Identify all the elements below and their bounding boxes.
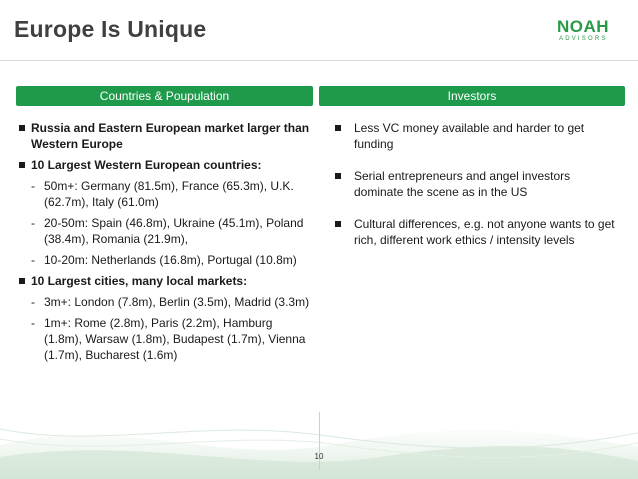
noah-advisors-logo <box>557 18 623 46</box>
left-bullet-3-text: 10 Largest cities, many local markets: <box>31 274 248 288</box>
page-number: 10 <box>314 452 324 461</box>
square-bullet-icon <box>335 125 341 131</box>
square-bullet-icon <box>335 173 341 179</box>
countries-population-header: Countries & Poupulation <box>16 86 313 106</box>
left-bullet-1-text: Russia and Eastern European market larger than Western Europe <box>31 121 310 151</box>
left-subitem-2-text: 20-50m: Spain (46.8m), Ukraine (45.1m), Poland (38.4m), Romania (21.9m), <box>44 216 304 246</box>
countries-population-column <box>18 120 310 368</box>
left-subitem-1 <box>18 178 310 210</box>
dash-bullet-icon: - <box>31 216 35 230</box>
right-bullet-3-text: Cultural differences, e.g. not anyone wants to get rich, different work ethics / intensity levels <box>354 217 615 247</box>
dash-bullet-icon: - <box>31 295 35 309</box>
slide-title: Europe Is Unique <box>14 16 207 42</box>
left-subitem-4 <box>18 294 310 310</box>
left-bullet-2-text: 10 Largest Western European countries: <box>31 158 262 172</box>
logo-subtitle: ADVISORS <box>559 36 608 42</box>
left-bullet-2 <box>18 157 310 173</box>
square-bullet-icon <box>19 278 25 284</box>
left-subitem-3-text: 10-20m: Netherlands (16.8m), Portugal (10.8m) <box>44 253 297 267</box>
left-subitem-4-text: 3m+: London (7.8m), Berlin (3.5m), Madrid (3.3m) <box>44 295 310 309</box>
left-subitem-1-text: 50m+: Germany (81.5m), France (65.3m), U.K. (62.7m), Italy (61.0m) <box>44 179 294 209</box>
right-bullet-1 <box>333 120 618 152</box>
right-bullet-3 <box>333 216 618 248</box>
logo-wordmark: NOAH <box>557 17 610 36</box>
left-subitem-3 <box>18 252 310 268</box>
left-subitem-5-text: 1m+: Rome (2.8m), Paris (2.2m), Hamburg (1.8m), Warsaw (1.8m), Budapest (1.7m), Vienna (1.7m), Bucharest (1.6m) <box>44 316 306 362</box>
left-subitem-2 <box>18 215 310 247</box>
right-bullet-2 <box>333 168 618 200</box>
right-bullet-2-text: Serial entrepreneurs and angel investors dominate the scene as in the US <box>354 169 571 199</box>
square-bullet-icon <box>19 125 25 131</box>
left-bullet-1 <box>18 120 310 152</box>
square-bullet-icon <box>335 221 341 227</box>
title-divider <box>0 60 638 61</box>
dash-bullet-icon: - <box>31 316 35 330</box>
investors-header: Investors <box>319 86 625 106</box>
left-bullet-3 <box>18 273 310 289</box>
dash-bullet-icon: - <box>31 253 35 267</box>
left-subitem-5 <box>18 315 310 363</box>
investors-column <box>333 120 618 264</box>
page-center-line <box>319 412 320 470</box>
right-bullet-1-text: Less VC money available and harder to get funding <box>354 121 585 151</box>
square-bullet-icon <box>19 162 25 168</box>
dash-bullet-icon: - <box>31 179 35 193</box>
